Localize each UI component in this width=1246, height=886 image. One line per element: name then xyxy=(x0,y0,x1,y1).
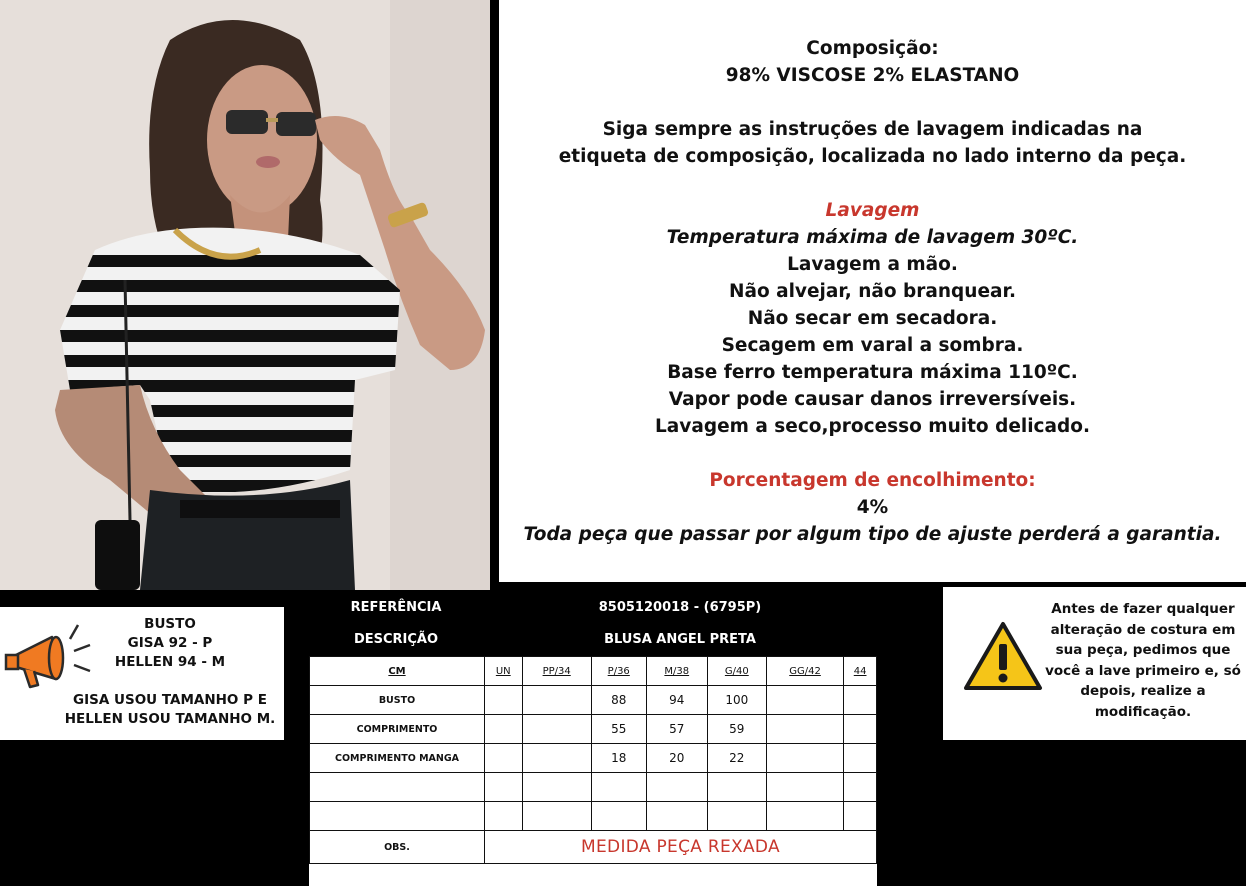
row-label: BUSTO xyxy=(310,686,485,715)
measurement-grid xyxy=(309,656,877,864)
composition-title: Composição: xyxy=(806,38,939,59)
wash-line: Lavagem a mão. xyxy=(787,254,958,275)
reference-value: 8505120018 - (6795P) xyxy=(598,600,762,615)
warning-line: alteração de costura em xyxy=(1050,621,1236,638)
description-row xyxy=(309,624,877,656)
wash-line: Base ferro temperatura máxima 110ºC. xyxy=(667,362,1078,383)
cell xyxy=(485,744,523,773)
table-row xyxy=(310,802,877,831)
size-col: 44 xyxy=(844,657,877,686)
cell: 57 xyxy=(646,715,707,744)
obs-value: MEDIDA PEÇA REXADA xyxy=(485,831,877,864)
size-table xyxy=(309,592,877,886)
cell xyxy=(766,686,843,715)
composition-value: 98% VISCOSE 2% ELASTANO xyxy=(725,65,1020,86)
cell: 20 xyxy=(646,744,707,773)
cell xyxy=(766,715,843,744)
product-photo xyxy=(0,0,490,590)
cell: 18 xyxy=(591,744,646,773)
warning-line: você a lave primeiro e, só xyxy=(1045,662,1241,679)
row-label: COMPRIMENTO xyxy=(310,715,485,744)
cell xyxy=(522,715,591,744)
cell: 55 xyxy=(591,715,646,744)
model-line: HELLEN 94 - M xyxy=(114,654,226,670)
cell xyxy=(646,773,707,802)
cell xyxy=(485,686,523,715)
cell: 88 xyxy=(591,686,646,715)
cell xyxy=(844,686,877,715)
cell xyxy=(522,802,591,831)
row-label: COMPRIMENTO MANGA xyxy=(310,744,485,773)
cell xyxy=(522,744,591,773)
cell: 22 xyxy=(707,744,766,773)
cell xyxy=(707,802,766,831)
table-row xyxy=(310,715,877,744)
wash-title: Lavagem xyxy=(825,200,920,221)
cell xyxy=(766,773,843,802)
cell xyxy=(646,802,707,831)
description-value: BLUSA ANGEL PRETA xyxy=(604,632,756,647)
cell xyxy=(522,773,591,802)
wash-line: Temperatura máxima de lavagem 30ºC. xyxy=(666,227,1079,248)
size-col: P/36 xyxy=(591,657,646,686)
row-label xyxy=(310,773,485,802)
wash-line: Vapor pode causar danos irreversíveis. xyxy=(668,389,1077,410)
cell xyxy=(766,744,843,773)
size-col: GG/42 xyxy=(766,657,843,686)
cell xyxy=(591,773,646,802)
size-col: G/40 xyxy=(707,657,766,686)
warning-line: modificação. xyxy=(1094,703,1192,720)
model-usage xyxy=(55,691,285,729)
cell xyxy=(485,773,523,802)
description-label: DESCRIÇÃO xyxy=(353,632,439,647)
warranty-note: Toda peça que passar por algum tipo de ajuste perderá a garantia. xyxy=(523,524,1222,545)
wash-line: Não alvejar, não branquear. xyxy=(728,281,1017,302)
warning-line: sua peça, pedimos que xyxy=(1055,642,1231,658)
cell xyxy=(591,802,646,831)
cell xyxy=(485,802,523,831)
unit-label: CM xyxy=(310,657,485,686)
model-line: BUSTO xyxy=(144,616,196,632)
size-col: PP/34 xyxy=(522,657,591,686)
model-line: GISA 92 - P xyxy=(127,635,213,651)
cell xyxy=(844,744,877,773)
cell: 94 xyxy=(646,686,707,715)
reference-label: REFERÊNCIA xyxy=(350,600,442,615)
row-label xyxy=(310,802,485,831)
model-measurements xyxy=(60,615,280,672)
cell xyxy=(844,715,877,744)
cell xyxy=(844,773,877,802)
warning-line: depois, realize a xyxy=(1080,683,1206,699)
shrink-value: 4% xyxy=(856,497,889,518)
cell xyxy=(707,773,766,802)
warning-icon xyxy=(963,620,1043,692)
wash-line: Não secar em secadora. xyxy=(747,308,998,329)
cell xyxy=(485,715,523,744)
model-sizes-note xyxy=(0,607,284,740)
wash-line: Lavagem a seco,processo muito delicado. xyxy=(655,416,1090,437)
alteration-warning xyxy=(943,587,1246,740)
table-row xyxy=(310,773,877,802)
table-row xyxy=(310,744,877,773)
cell xyxy=(766,802,843,831)
cell xyxy=(844,802,877,831)
cell: 59 xyxy=(707,715,766,744)
shrink-title: Porcentagem de encolhimento: xyxy=(709,470,1036,491)
instructions-line: Siga sempre as instruções de lavagem indicadas na xyxy=(602,119,1143,140)
care-info-panel xyxy=(499,0,1246,582)
obs-row xyxy=(310,831,877,864)
reference-row xyxy=(309,592,877,624)
model-illustration xyxy=(0,0,490,590)
cell xyxy=(522,686,591,715)
instructions-line: etiqueta de composição, localizada no lado interno da peça. xyxy=(558,146,1187,167)
usage-line: HELLEN USOU TAMANHO M. xyxy=(64,711,276,727)
obs-label: OBS. xyxy=(310,831,485,864)
cell: 100 xyxy=(707,686,766,715)
wash-line: Secagem em varal a sombra. xyxy=(721,335,1024,356)
usage-line: GISA USOU TAMANHO P E xyxy=(73,692,267,708)
table-row xyxy=(310,686,877,715)
size-col: UN xyxy=(485,657,523,686)
warning-line: Antes de fazer qualquer xyxy=(1051,601,1235,617)
size-col: M/38 xyxy=(646,657,707,686)
warning-text xyxy=(1043,599,1243,722)
size-header-row xyxy=(310,657,877,686)
